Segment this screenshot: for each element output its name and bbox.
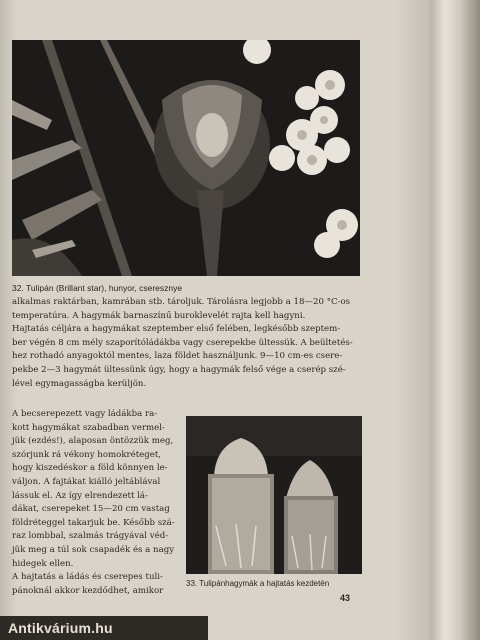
body-paragraph bbox=[12, 296, 368, 391]
tulip-flowers-photo bbox=[12, 40, 360, 276]
body-line: Hajtatás céljára a hagymákat szeptember első felében, legkésőbb szeptem- bbox=[12, 324, 341, 335]
page-number: 43 bbox=[340, 593, 351, 603]
body-line: alkalmas raktárban, kamrában stb. tároljuk. Tárolásra legjobb a 18—20 °C-os bbox=[12, 297, 351, 307]
body-line: hez rothadó anyagoktól mentes, laza földet használjunk. 9—10 cm-es csere- bbox=[12, 351, 343, 362]
lower-line: jük meg a túl sok csapadék és a nagy bbox=[12, 544, 175, 555]
body-line: ber végén 8 cm mély szaporítóládákba vagy cserepekbe ültessük. A beültetés- bbox=[12, 337, 353, 348]
lower-line: kott hagymákat szabadban vermel- bbox=[12, 422, 165, 433]
figure-caption-bottom: 33. Tulipánhagymák a hajtatás kezdetén bbox=[186, 579, 330, 588]
lower-line: raz lombbal, szalmás trágyával véd- bbox=[12, 531, 169, 542]
body-line: pekbe 2—3 hagymát ültessünk úgy, hogy a hagymák felső vége a cserép szé- bbox=[12, 364, 346, 375]
lower-paragraph bbox=[12, 408, 182, 598]
lower-line: váljon. A fajtákat kiálló jeltáblával bbox=[12, 476, 161, 487]
lower-line: hogy kiszedéskor a föld könnyen le- bbox=[12, 463, 168, 474]
lower-line: földréteggel takarjuk be. Később szá- bbox=[12, 517, 175, 528]
lower-line: dákat, cserepeket 15—20 cm vastag bbox=[12, 504, 170, 515]
lower-line: A becserepezett vagy ládákba ra- bbox=[12, 409, 158, 419]
lower-line: szórjunk rá vékony homokréteget, bbox=[12, 449, 162, 460]
lower-line: pánoknál akkor kezdődhet, amikor bbox=[12, 585, 164, 596]
body-line: lével egymagasságba kerüljön. bbox=[12, 378, 147, 389]
body-line: temperatúra. A hagymák barnaszínű buroklevelét rajta kell hagyni. bbox=[12, 310, 306, 321]
watermark-logo: Antikvárium.hu bbox=[0, 616, 208, 640]
lower-line: hidegek ellen. bbox=[12, 558, 74, 569]
lower-line: lássuk el. Az így elrendezett lá- bbox=[12, 490, 148, 501]
figure-caption-top: 32. Tulipán (Brillant star), hunyor, cseresznye bbox=[12, 283, 183, 293]
page-edge bbox=[430, 0, 480, 640]
lower-line: jük (ezdés!), alaposan öntözzük meg, bbox=[12, 436, 174, 447]
lower-line: A hajtatás a ládás és cserepes tuli- bbox=[12, 572, 163, 583]
tulip-bulbs-photo bbox=[186, 416, 362, 574]
